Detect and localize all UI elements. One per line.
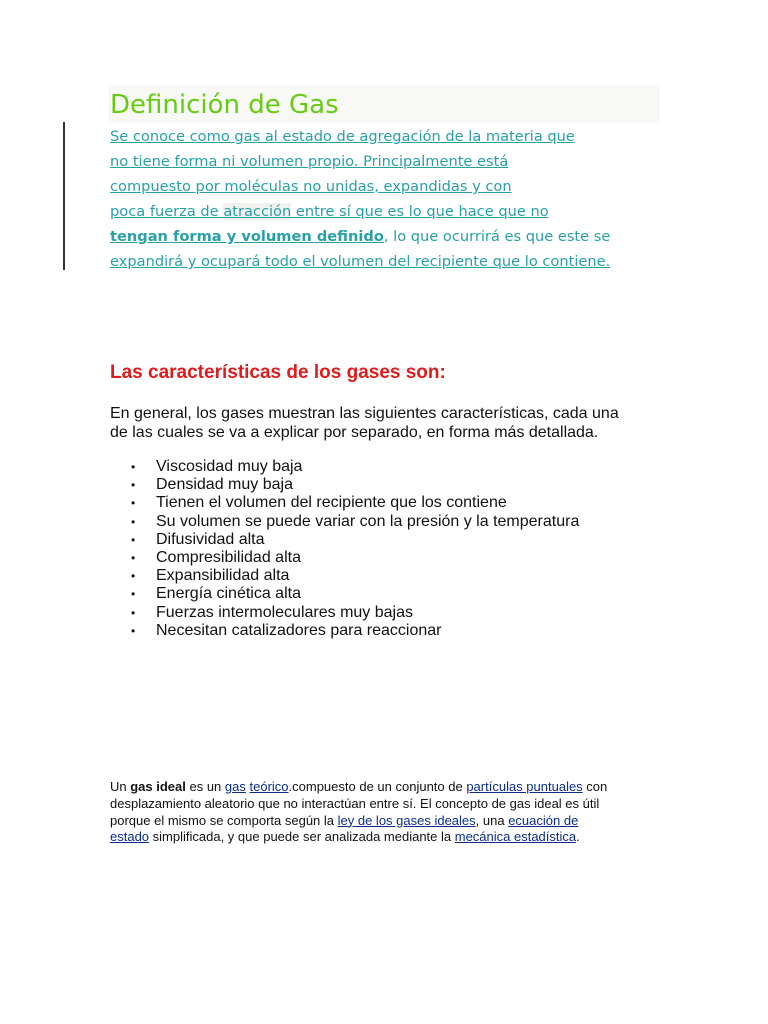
list-item [110, 567, 579, 585]
link-particulas-puntuales[interactable]: partículas puntuales [466, 779, 583, 794]
definition-link-line-3[interactable]: compuesto por moléculas no unidas, expandidas y con [110, 178, 512, 195]
definition-link-line-5[interactable]: tengan forma y volumen definido [110, 228, 384, 245]
link-mecanica-estadistica[interactable]: mecánica estadística [454, 829, 577, 845]
text-span: . [576, 829, 580, 845]
list-item-text: Compresibilidad alta [156, 549, 301, 567]
intro-line-1: En general, los gases muestran las siguientes características, cada una [110, 405, 619, 422]
bullet-icon: • [131, 569, 136, 584]
list-item [110, 513, 579, 531]
list-item-text: Expansibilidad alta [156, 567, 290, 585]
page-title: Definición de Gas [110, 90, 339, 120]
text-span: .compuesto de un conjunto de [288, 779, 467, 794]
bullet-icon: • [131, 460, 136, 474]
characteristics-list [110, 458, 579, 640]
list-item-text: Tienen el volumen del recipiente que los contiene [156, 494, 507, 512]
characteristics-intro [110, 404, 670, 442]
list-item-text: Su volumen se puede variar con la presión y la temperatura [156, 512, 580, 530]
list-item [110, 604, 579, 622]
text-span: simplificada, y que puede ser analizada mediante la [149, 829, 455, 845]
characteristics-heading: Las características de los gases son: [110, 362, 446, 383]
text-span: , una [475, 812, 509, 828]
bullet-icon: • [131, 514, 136, 529]
list-item-text: Fuerzas intermoleculares muy bajas [156, 603, 413, 621]
bullet-icon: • [131, 478, 136, 493]
list-item [110, 622, 579, 640]
list-item-text: Necesitan catalizadores para reaccionar [156, 621, 442, 639]
definition-link-line-4a[interactable]: poca [110, 203, 150, 220]
definition-paragraph [110, 124, 670, 274]
link-ley-gases-ideales[interactable]: ley de los gases ideales [337, 812, 476, 828]
bullet-icon: • [131, 551, 136, 566]
definition-link-atraccion[interactable]: atracción [223, 203, 292, 220]
definition-link-line-4d[interactable]: entre sí que es lo que hace que no [291, 203, 549, 220]
text-span: con desplazamiento aleatorio que no interactúan entre sí. El concepto de gas ideal es útil porque el mismo se comporta según la [110, 779, 608, 828]
list-item [110, 549, 579, 567]
list-item-text: Difusividad alta [156, 530, 265, 548]
text-span: Un [110, 779, 131, 794]
text-span: es un [185, 779, 225, 794]
list-item [110, 476, 579, 494]
definition-link-fuerza[interactable]: fuerza de [149, 203, 224, 220]
bullet-icon: • [131, 532, 136, 547]
list-item-text: Viscosidad muy baja [156, 458, 303, 475]
list-item [110, 531, 579, 549]
list-item-text: Energía cinética alta [156, 585, 301, 603]
ideal-gas-paragraph [110, 779, 610, 846]
intro-line-2: de las cuales se va a explicar por separado, en forma más detallada. [110, 424, 599, 441]
list-item-text: Densidad muy baja [156, 476, 293, 494]
revision-bar [63, 122, 65, 270]
ideal-gas-term: gas ideal [130, 779, 186, 794]
link-gas[interactable]: gas [224, 779, 246, 794]
definition-link-line-1[interactable]: Se conoce como gas al estado de agregación de la materia que [110, 128, 575, 145]
definition-text-line-5: , lo que ocurrirá es que este se [383, 228, 611, 245]
bullet-icon: • [131, 496, 136, 511]
list-item [110, 458, 579, 476]
link-ecuacion-de-estado[interactable]: ecuación de estado [110, 812, 579, 845]
bullet-icon: • [131, 605, 136, 620]
bullet-icon: • [131, 623, 136, 638]
link-teorico[interactable]: teórico [249, 779, 289, 794]
bullet-icon: • [131, 587, 136, 602]
list-item [110, 494, 579, 512]
list-item [110, 585, 579, 603]
definition-link-line-2[interactable]: no tiene forma ni volumen propio. Principalmente está [110, 153, 509, 170]
definition-text-line-6: expandirá y ocupará todo el volumen del recipiente que lo contiene. [110, 253, 611, 270]
